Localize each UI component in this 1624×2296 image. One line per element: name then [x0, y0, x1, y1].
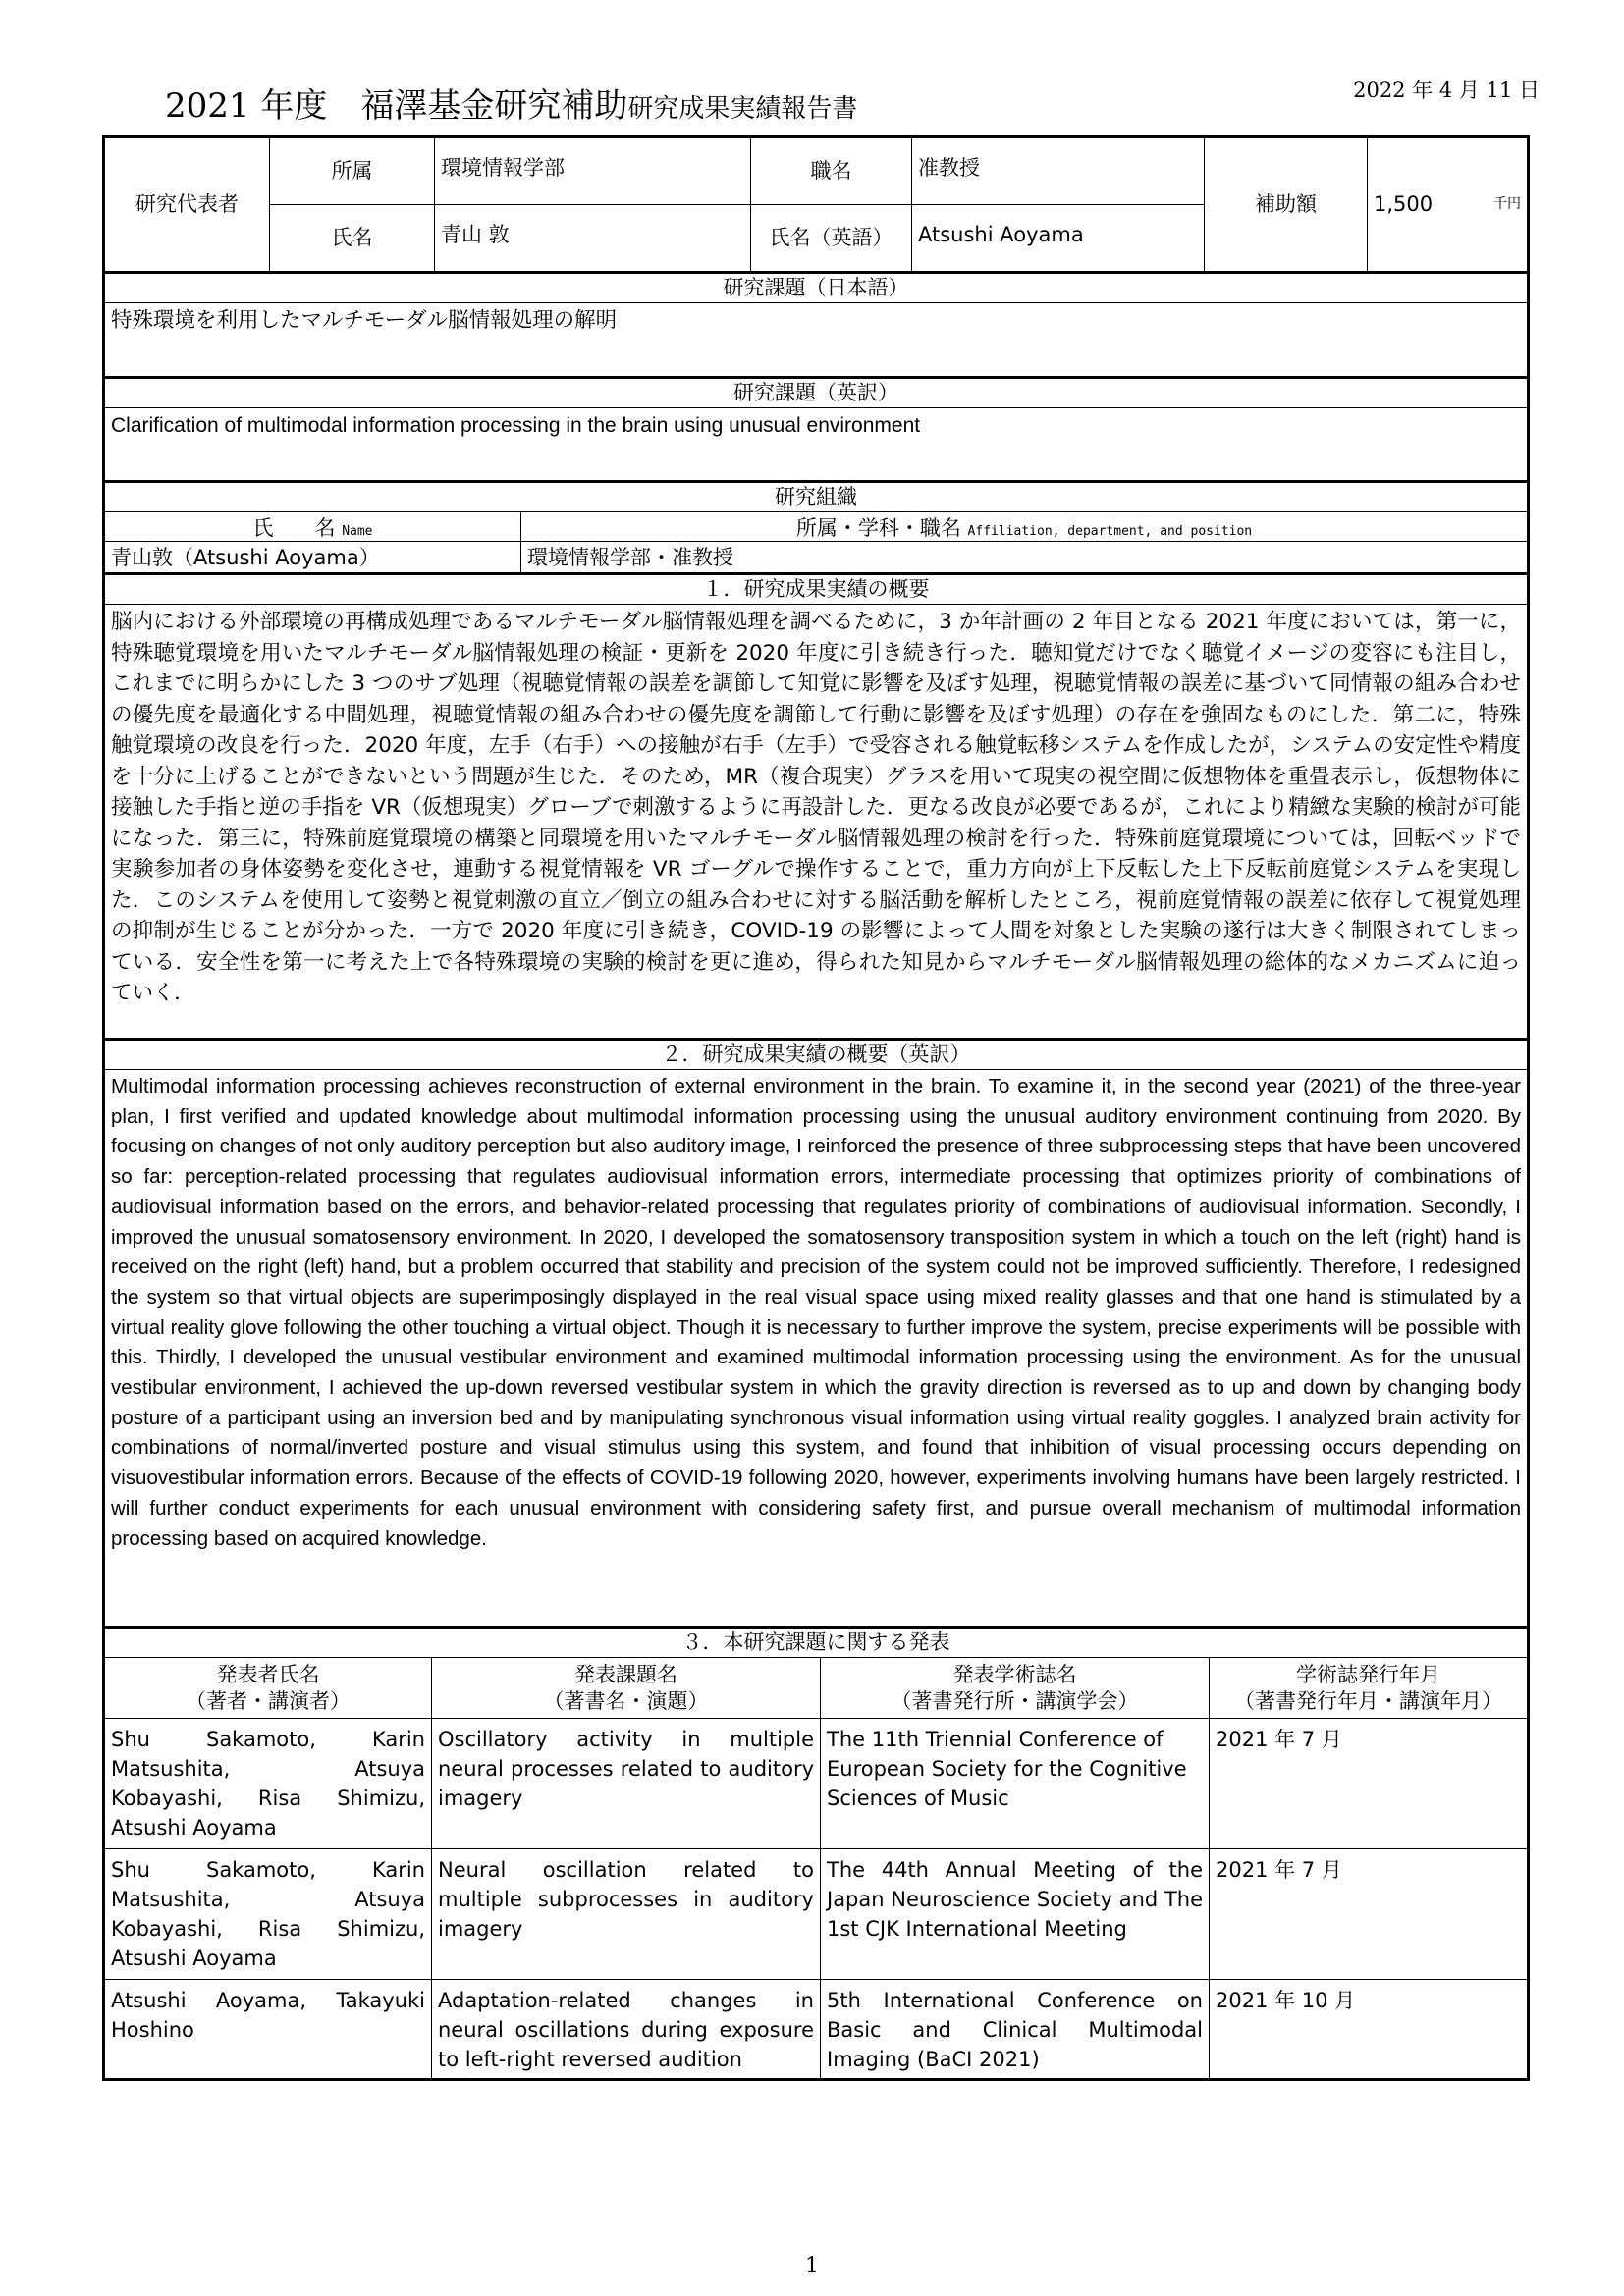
org-member-row: [105, 542, 1527, 575]
pub-title: Neural oscillation related to multiple subprocesses in auditory imagery: [432, 1849, 821, 1979]
grant-label: 補助額: [1205, 138, 1368, 271]
org-member-name: 青山敦（Atsushi Aoyama）: [105, 542, 521, 572]
rep-label: 研究代表者: [105, 138, 270, 271]
report-form: [102, 135, 1530, 2081]
org-col-affil-label: 所属・学科・職名: [795, 516, 961, 540]
pub-title: Oscillatory activity in multiple neural processes related to auditory imagery: [432, 1719, 821, 1848]
info-block: [105, 138, 1527, 274]
org-col-affil: [521, 512, 1527, 541]
pub-col-authors: 発表者氏名 （著者・講演者）: [105, 1658, 432, 1718]
topic-jp-heading: 研究課題（日本語）: [105, 274, 1527, 303]
summary-en-heading: ２．研究成果実績の概要（英訳）: [105, 1041, 1527, 1070]
topic-en-text: Clarification of multimodal information processing in the brain using unusual environment: [105, 408, 1527, 483]
summary-en-text: Multimodal information processing achieves reconstruction of external environment in the brain. To examine it, in the second year (2021) of the three-year plan, I first verified and updated knowledge about multimodal information processing using the unusual auditory environment continuing from 2020. By focusing on changes of not only auditory perception but also auditory image, I reinforced the presence of three subprocessing steps that have been uncovered so far: perception-related processing that regulates audiovisual information errors, intermediate processing that optimizes priority of combinations of audiovisual information based on the errors, and behavior-related processing that regulates priority of combinations of audiovisual information. Secondly, I improved the unusual somatosensory environment. In 2020, I developed the somatosensory transposition system in which a touch on the left (right) hand is received on the right (left) hand, but a problem occurred that stability and precision of the system could not be improved sufficiently. Therefore, I redesigned the system so that virtual objects are superimposingly displayed in the real visual space using mixed reality glasses and that one hand is stimulated by a virtual reality glove following the other touching a virtual object. Though it is necessary to further improve the system, precise experiments will be possible with this. Thirdly, I developed the unusual vestibular environment and examined multimodal information processing using the environment. As for the unusual vestibular environment, I achieved the up-down reversed vestibular system in which the gravity direction is reversed as to up and down by changing body posture of a participant using an inversion bed and by manipulating synchronous visual information using virtual reality goggles. I analyzed brain activity for combinations of normal/inverted posture and visual stimulus using this system, and found that inhibition of visual processing occurs depending on visuovestibular information errors. Because of the effects of COVID-19 following 2020, however, experiments involving humans have been largely restricted. I will further conduct experiments for each unusual environment with considering safety first, and pursue overall mechanism of multimodal information processing based on acquired knowledge.: [105, 1070, 1527, 1629]
pub-venue: The 44th Annual Meeting of the Japan Neuroscience Society and The 1st CJK International Meeting: [821, 1849, 1210, 1979]
grant-value: 1,500: [1374, 192, 1434, 216]
org-col-name-label: 氏 名: [252, 516, 336, 540]
pub-date: 2021 年 7 月: [1216, 1858, 1342, 1882]
topic-en-heading: 研究課題（英訳）: [105, 379, 1527, 408]
pub-date: 2021 年 10 月: [1216, 1989, 1356, 2012]
pub-authors: Atsushi Aoyama, Takayuki Hoshino: [105, 1980, 432, 2078]
summary-jp-text: 脳内における外部環境の再構成処理であるマルチモーダル脳情報処理を調べるために，3 か年計画の 2 年目となる 2021 年度においては，第一に，特殊聴覚環境を用いたマルチモーダル脳情報処理の検証・更新を 2020 年度に引き続き行った．聴知覚だけでなく聴覚イメージの変容にも注目し，これまでに明らかにした 3 つのサブ処理（視聴覚情報の誤差を調節して知覚に影響を及ぼす処理，視聴覚情報の誤差に基づいて同情報の組み合わせの優先度を最適化する中間処理，視聴覚情報の組み合わせの優先度を調節して行動に影響を及ぼす処理）の存在を強固なものにした．第二に，特殊触覚環境の改良を行った．2020 年度，左手（右手）への接触が右手（左手）で受容される触覚転移システムを作成したが，システムの安定性や精度を十分に上げることができないという問題が生じた．そのため，MR（複合現実）グラスを用いて現実の視空間に仮想物体を重畳表示し，仮想物体に接触した手指と逆の手指を VR（仮想現実）グローブで刺激するように再設計した．更なる改良が必要であるが，これにより精緻な実験的検討が可能になった．第三に，特殊前庭覚環境の構築と同環境を用いたマルチモーダル脳情報処理の検討を行った．特殊前庭覚環境については，回転ベッドで実験参加者の身体姿勢を変化させ，連動する視覚情報を VR ゴーグルで操作することで，重力方向が上下反転した上下反転前庭覚システムを実現した．このシステムを使用して姿勢と視覚刺激の直立／倒立の組み合わせに対する脳活動を解析したところ，視前庭覚情報の誤差に依存して視覚処理の抑制が生じることが分かった．一方で 2020 年度に引き続き，COVID-19 の影響によって人間を対象とした実験の遂行は大きく制限されてしまっている．安全性を第一に考えた上で各特殊環境の実験的検討を更に進め，得られた知見からマルチモーダル脳情報処理の総体的なメカニズムに迫っていく．: [105, 605, 1527, 1041]
pub-title: Adaptation-related changes in neural oscillations during exposure to left-right reversed audition: [432, 1980, 821, 2078]
name-en-value: Atsushi Aoyama: [918, 223, 1084, 246]
pub-col-venue: 発表学術誌名 （著書発行所・講演学会）: [821, 1658, 1210, 1718]
page-title: [165, 79, 857, 127]
name-value: 青山 敦: [435, 205, 751, 271]
affil-label: 所属: [270, 138, 435, 204]
page-number: 1: [805, 2254, 819, 2278]
table-row: [105, 1980, 1527, 2078]
pub-venue: 5th International Conference on Basic and Clinical Multimodal Imaging (BaCI 2021): [821, 1980, 1210, 2078]
org-col-name-en: Name: [342, 524, 373, 539]
pub-col-date: 学術誌発行年月 （著書発行年月・講演年月）: [1234, 1663, 1502, 1713]
post-label: 職名: [751, 138, 912, 204]
report-date: 2022 年 4 月 11 日: [1353, 79, 1540, 102]
org-col-affil-en: Affiliation, department, and position: [967, 524, 1253, 539]
affil-value: 環境情報学部: [435, 138, 751, 204]
pub-authors: Shu Sakamoto, Karin Matsushita, Atsuya Kobayashi, Risa Shimizu, Atsushi Aoyama: [105, 1849, 432, 1979]
org-header-row: [105, 512, 1527, 542]
org-member-affil: 環境情報学部・准教授: [527, 546, 733, 569]
grant-unit: 千円: [1493, 196, 1521, 212]
pub-venue: The 11th Triennial Conference of European Society for the Cognitive Sciences of Music: [821, 1719, 1210, 1848]
org-heading: 研究組織: [105, 483, 1527, 512]
name-en-label: 氏名（英語）: [751, 205, 912, 271]
post-value: 准教授: [918, 156, 980, 180]
grant-cell: [1368, 138, 1527, 271]
publications-header-row: [105, 1658, 1527, 1719]
title-main: 2021 年度 福澤基金研究補助: [165, 86, 628, 126]
summary-jp-heading: １．研究成果実績の概要: [105, 575, 1527, 605]
publications-heading: ３．本研究課題に関する発表: [105, 1629, 1527, 1658]
title-sub: 研究成果実績報告書: [627, 94, 858, 124]
table-row: [105, 1719, 1527, 1849]
pub-date: 2021 年 7 月: [1216, 1728, 1342, 1751]
table-row: [105, 1849, 1527, 1980]
pub-col-title: 発表課題名 （著書名・演題）: [432, 1658, 821, 1718]
topic-jp-text: 特殊環境を利用したマルチモーダル脳情報処理の解明: [105, 303, 1527, 379]
pub-authors: Shu Sakamoto, Karin Matsushita, Atsuya Kobayashi, Risa Shimizu, Atsushi Aoyama: [105, 1719, 432, 1848]
name-label: 氏名: [270, 205, 435, 271]
org-col-name: [105, 512, 521, 541]
